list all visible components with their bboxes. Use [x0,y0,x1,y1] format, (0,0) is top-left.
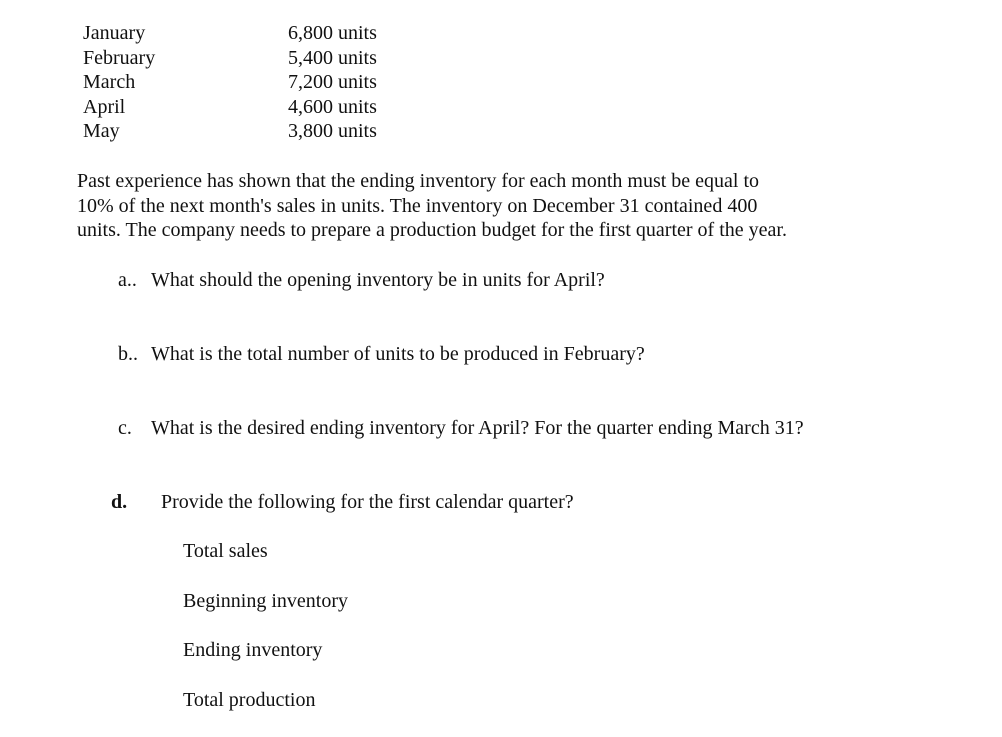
units-value: 6,800 units [288,22,377,44]
units-value: 4,600 units [288,95,377,118]
question-text: What should the opening inventory be in units for April? [151,269,605,291]
question-marker: c. [118,417,132,439]
units-value: 5,400 units [288,46,377,69]
item-total-sales: Total sales [183,540,268,562]
quarter-items-list [183,539,348,737]
units-value: 7,200 units [288,71,377,93]
question-text: What is the total number of units to be produced in February? [151,343,645,365]
question-text: Provide the following for the first calendar quarter? [161,491,574,513]
paragraph-line: Past experience has shown that the ending inventory for each month must be equal to [77,170,760,192]
sales-row-april [83,95,403,120]
sales-row-january [83,21,403,46]
units-value: 3,800 units [288,120,377,142]
question-marker: b.. [118,343,138,365]
question-text: What is the desired ending inventory for April? For the quarter ending March 31? [151,417,804,439]
month-label: March [83,71,136,93]
question-marker: d. [111,491,128,513]
question-marker: a.. [118,269,137,291]
month-label: May [83,120,120,142]
item-total-production: Total production [183,688,316,711]
sales-row-february [83,46,403,71]
paragraph-line: units. The company needs to prepare a production budget for the first quarter of the year. [77,219,787,241]
item-ending-inventory: Ending inventory [183,639,323,661]
item-beginning-inventory: Beginning inventory [183,589,348,612]
sales-row-march [83,70,403,95]
sales-row-may [83,119,403,144]
paragraph-line: 10% of the next month's sales in units. The inventory on December 31 contained 400 [77,194,758,217]
sales-table [83,21,403,144]
month-label: February [83,46,156,69]
month-label: April [83,95,126,118]
problem-description [77,169,877,243]
month-label: January [83,22,146,44]
